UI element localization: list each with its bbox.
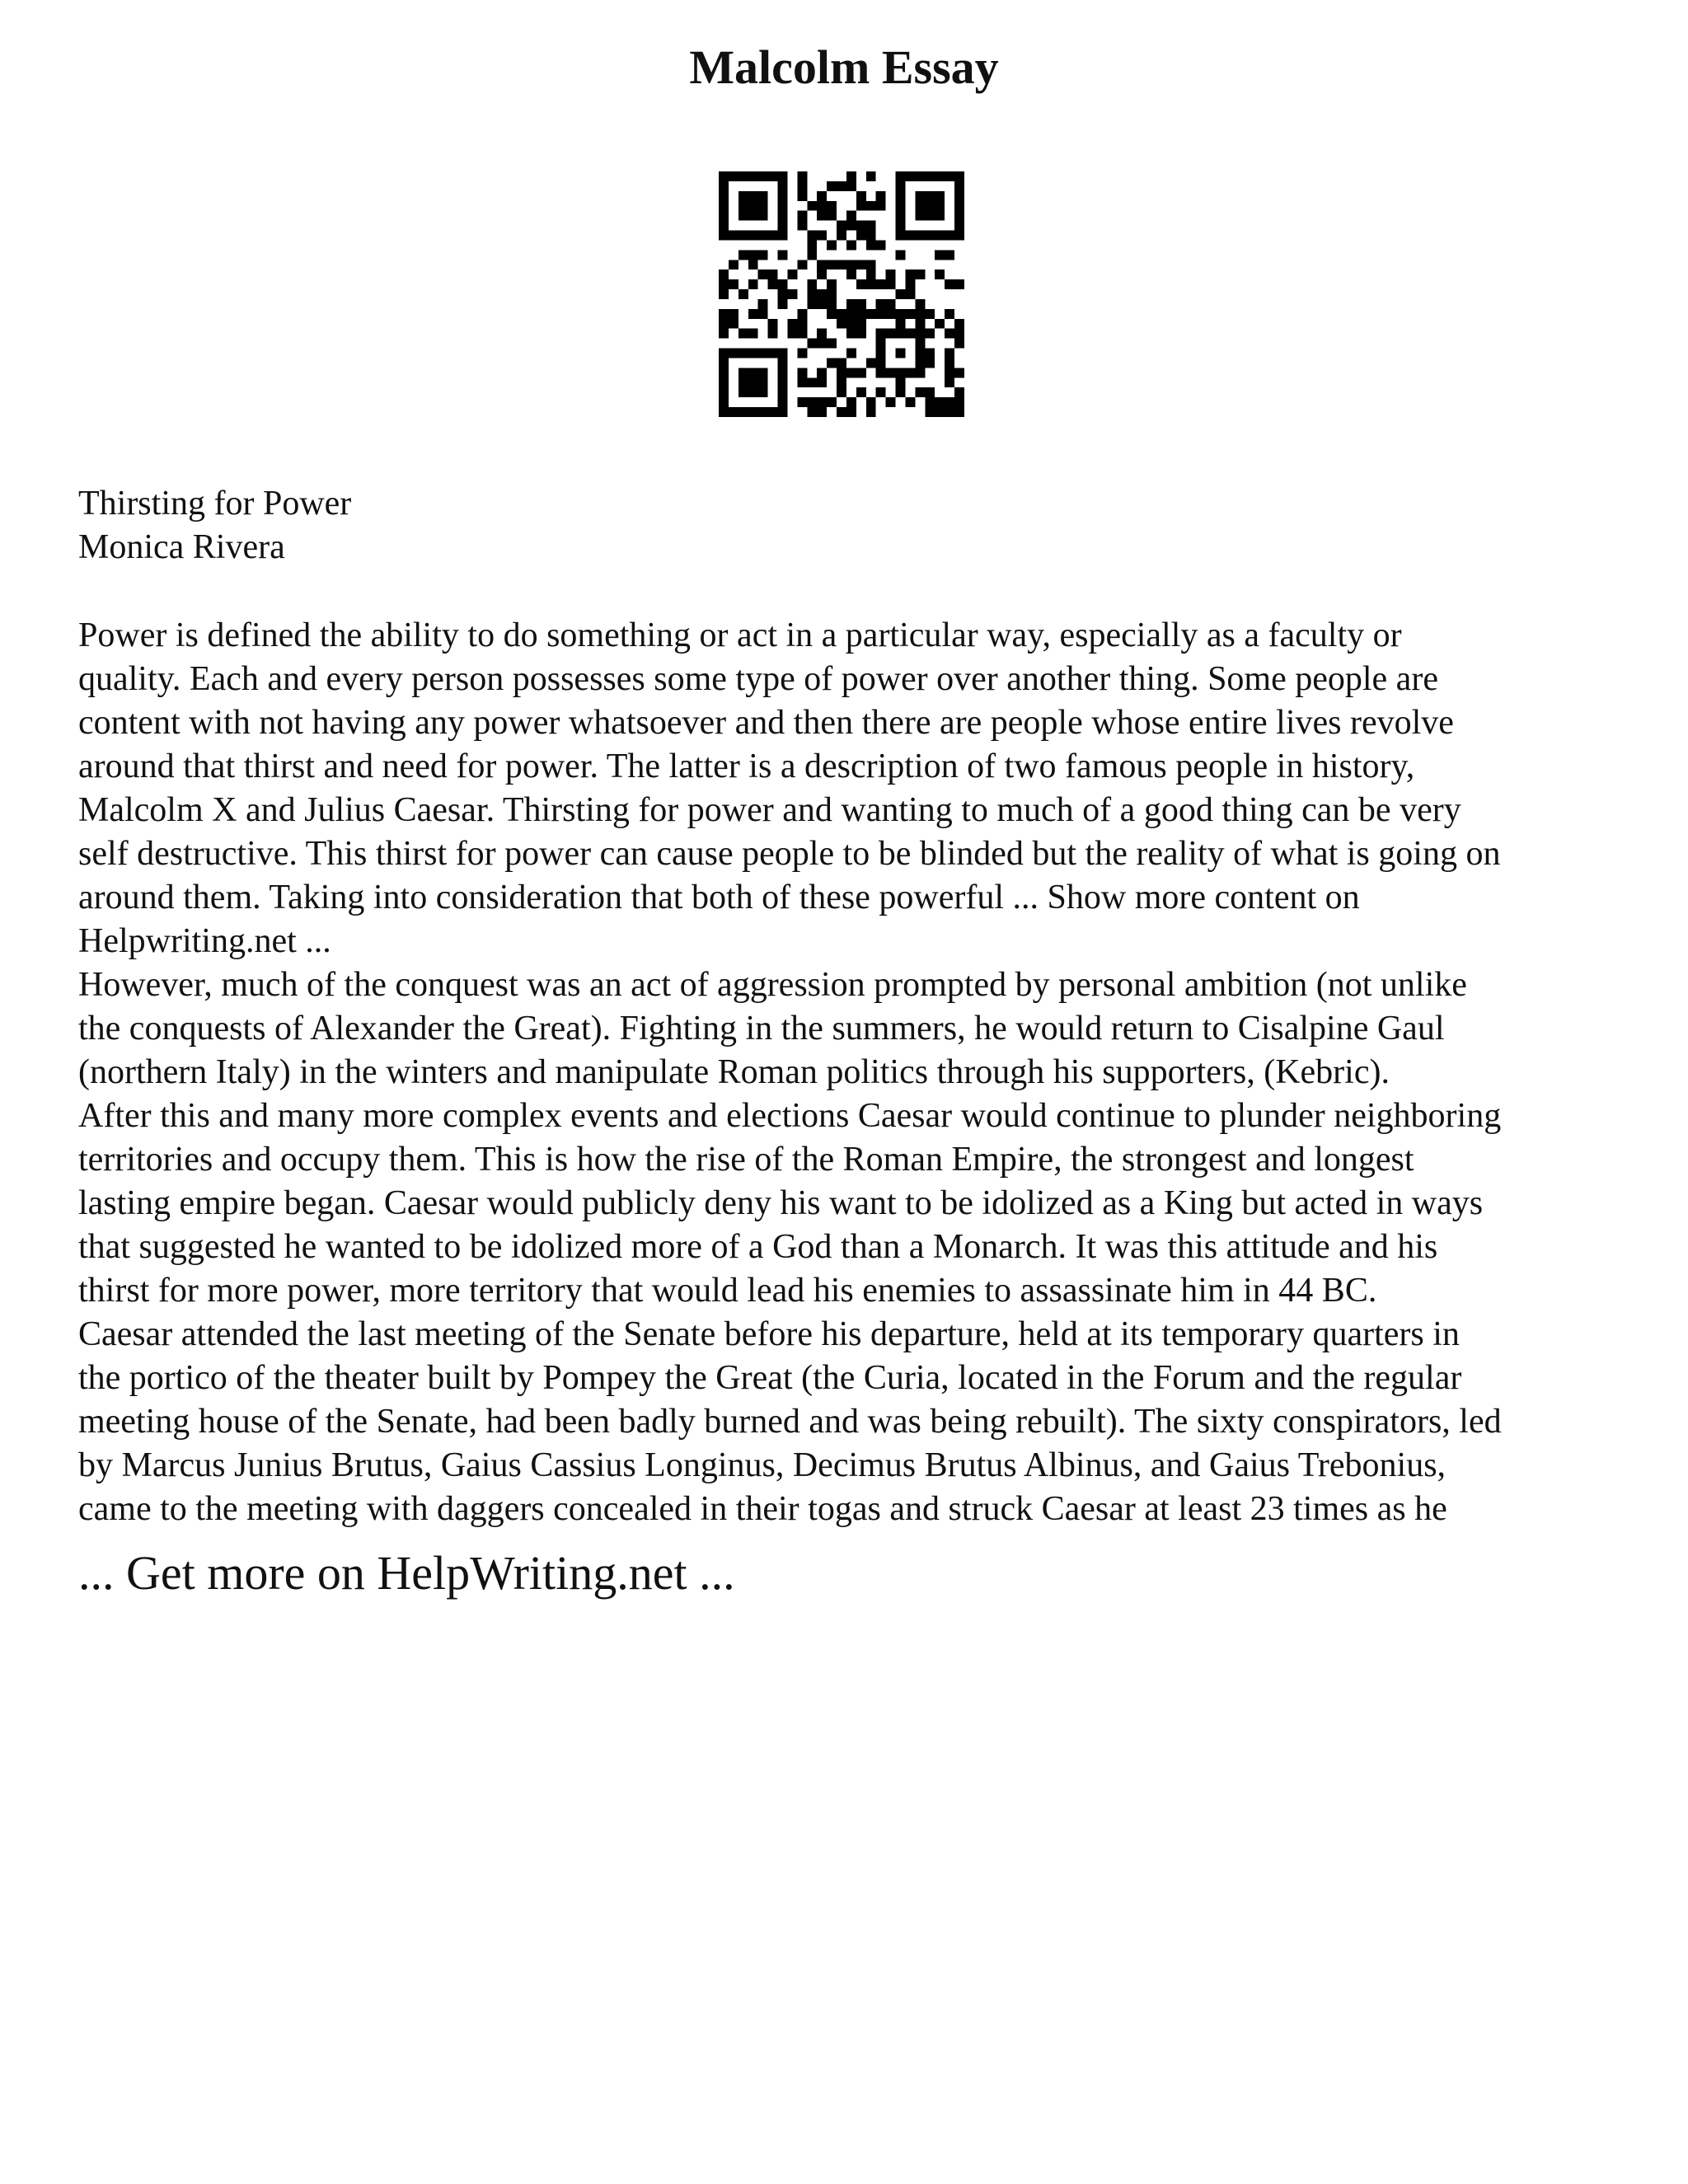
body-line: thirst for more power, more territory that would lead his enemies to assassinate him in 44 BC. [78,1272,1377,1310]
body-line: that suggested he wanted to be idolized more of a God than a Monarch. It was this attitude and his [78,1228,1438,1266]
body-line: Helpwriting.net ... [78,922,331,960]
page-title: Malcolm Essay [689,40,999,94]
body-line: (northern Italy) in the winters and manipulate Roman politics through his supporters, (Kebric). [78,1053,1390,1091]
body-line: around them. Taking into consideration that both of these powerful ... Show more content on [78,879,1360,916]
body-line: around that thirst and need for power. The latter is a description of two famous people in history, [78,748,1415,785]
body-line: quality. Each and every person possesses some type of power over another thing. Some people are [78,660,1438,698]
body-line: content with not having any power whatsoever and then there are people whose entire lives revolve [78,704,1454,742]
body-line: Power is defined the ability to do something or act in a particular way, especially as a faculty or [78,616,1402,654]
body-line: meeting house of the Senate, had been badly burned and was being rebuilt). The sixty conspirators, led [78,1403,1502,1441]
body-line: territories and occupy them. This is how the rise of the Roman Empire, the strongest and longest [78,1141,1414,1179]
body-line: Caesar attended the last meeting of the Senate before his departure, held at its temporary quarters in [78,1315,1460,1353]
essay-body [78,614,1628,1531]
essay-heading [78,482,1628,569]
body-line: lasting empire began. Caesar would publicly deny his want to be idolized as a King but acted in ways [78,1184,1484,1222]
qr-code-icon[interactable] [719,171,964,417]
body-line: However, much of the conquest was an act of aggression prompted by personal ambition (not unlike [78,966,1467,1004]
body-line: After this and many more complex events and elections Caesar would continue to plunder neighboring [78,1097,1502,1135]
qr-code-graphic [719,171,964,417]
get-more-link[interactable]: ... Get more on HelpWriting.net ... [78,1546,735,1600]
body-line: by Marcus Junius Brutus, Gaius Cassius Longinus, Decimus Brutus Albinus, and Gaius Trebonius, [78,1446,1447,1484]
body-line: the conquests of Alexander the Great). Fighting in the summers, he would return to Cisalpine Gaul [78,1010,1445,1047]
body-line: the portico of the theater built by Pompey the Great (the Curia, located in the Forum and the regular [78,1359,1462,1397]
essay-author: Monica Rivera [78,528,285,566]
essay-title: Thirsting for Power [78,485,352,523]
body-line: self destructive. This thirst for power can cause people to be blinded but the reality of what is going on [78,835,1501,873]
body-line: came to the meeting with daggers concealed in their togas and struck Caesar at least 23 times as he [78,1490,1447,1528]
body-line: Malcolm X and Julius Caesar. Thirsting for power and wanting to much of a good thing can be very [78,791,1461,829]
